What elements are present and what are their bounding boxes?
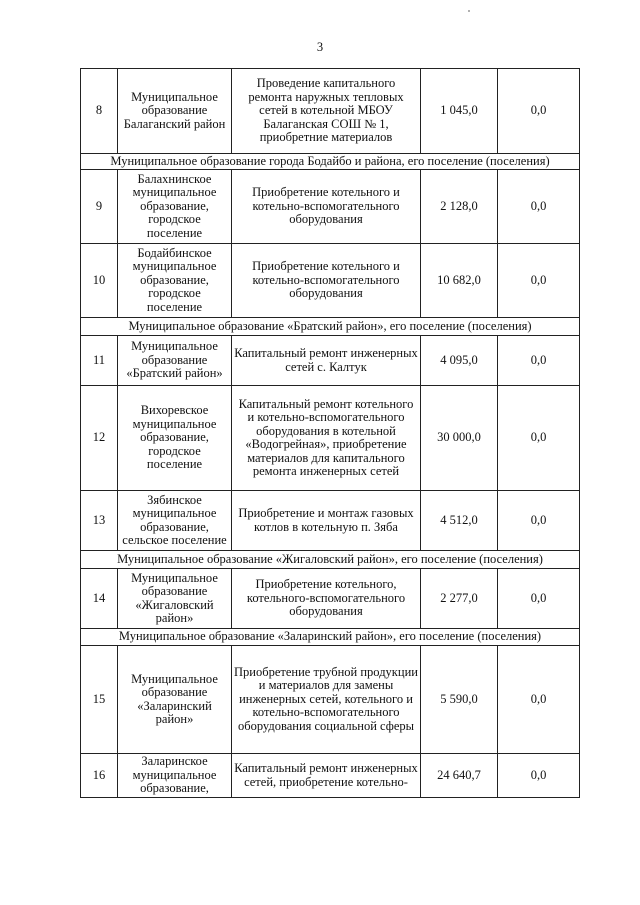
page-number: 3: [316, 40, 324, 54]
value-cell: 0,0: [498, 646, 580, 754]
row-number-cell: 15: [81, 646, 118, 754]
work-description-cell: Приобретение котельного и котельно-вспомогательного оборудования: [232, 244, 421, 318]
amount-cell: 4 512,0: [421, 491, 498, 551]
amount-cell: 24 640,7: [421, 754, 498, 798]
municipality-cell: Заларинское муниципальное образование,: [118, 754, 232, 798]
municipality-cell: Муниципальное образование «Заларинский район»: [118, 646, 232, 754]
amount-cell: 4 095,0: [421, 336, 498, 386]
work-description-cell: Капитальный ремонт инженерных сетей с. Калтук: [232, 336, 421, 386]
row-number-cell: 10: [81, 244, 118, 318]
municipality-cell: Муниципальное образование «Жигаловский район»: [118, 569, 232, 629]
table-row: [81, 336, 580, 386]
work-description-cell: Приобретение котельного, котельного-вспомогательного оборудования: [232, 569, 421, 629]
row-number-cell: 12: [81, 386, 118, 491]
row-number-cell: 8: [81, 69, 118, 154]
amount-cell: 1 045,0: [421, 69, 498, 154]
section-header: Муниципальное образование «Заларинский район», его поселение (поселения): [81, 629, 580, 646]
section-header: Муниципальное образование «Братский район», его поселение (поселения): [81, 318, 580, 336]
table-row: [81, 170, 580, 244]
table-row: [81, 754, 580, 798]
section-header-row: [81, 551, 580, 569]
scan-dot: [468, 10, 470, 12]
work-description-cell: Проведение капитального ремонта наружных тепловых сетей в котельной МБОУ Балаганская СОШ № 1, приобретние материалов: [232, 69, 421, 154]
work-description-cell: Капитальный ремонт инженерных сетей, приобретение котельно-: [232, 754, 421, 798]
table-row: [81, 386, 580, 491]
value-cell: 0,0: [498, 569, 580, 629]
value-cell: 0,0: [498, 170, 580, 244]
municipality-cell: Вихоревское муниципальное образование, городское поселение: [118, 386, 232, 491]
section-header: Муниципальное образование «Жигаловский район», его поселение (поселения): [81, 551, 580, 569]
municipality-cell: Муниципальное образование Балаганский район: [118, 69, 232, 154]
section-header-row: [81, 318, 580, 336]
value-cell: 0,0: [498, 386, 580, 491]
value-cell: 0,0: [498, 244, 580, 318]
amount-cell: 2 128,0: [421, 170, 498, 244]
work-description-cell: Приобретение и монтаж газовых котлов в котельную п. Зяба: [232, 491, 421, 551]
amount-cell: 5 590,0: [421, 646, 498, 754]
amount-cell: 30 000,0: [421, 386, 498, 491]
table-row: [81, 646, 580, 754]
row-number-cell: 14: [81, 569, 118, 629]
municipality-cell: Зябинское муниципальное образование, сельское поселение: [118, 491, 232, 551]
row-number-cell: 9: [81, 170, 118, 244]
municipality-cell: Бодайбинское муниципальное образование, городское поселение: [118, 244, 232, 318]
amount-cell: 2 277,0: [421, 569, 498, 629]
section-header: Муниципальное образование города Бодайбо и района, его поселение (поселения): [81, 154, 580, 170]
row-number-cell: 16: [81, 754, 118, 798]
value-cell: 0,0: [498, 491, 580, 551]
municipality-cell: Балахнинское муниципальное образование, городское поселение: [118, 170, 232, 244]
section-header-row: [81, 154, 580, 170]
table-row: [81, 69, 580, 154]
table-row: [81, 244, 580, 318]
subsidy-table: [80, 68, 580, 798]
row-number-cell: 13: [81, 491, 118, 551]
work-description-cell: Приобретение котельного и котельно-вспомогательного оборудования: [232, 170, 421, 244]
row-number-cell: 11: [81, 336, 118, 386]
value-cell: 0,0: [498, 336, 580, 386]
value-cell: 0,0: [498, 754, 580, 798]
amount-cell: 10 682,0: [421, 244, 498, 318]
value-cell: 0,0: [498, 69, 580, 154]
section-header-row: [81, 629, 580, 646]
municipality-cell: Муниципальное образование «Братский район»: [118, 336, 232, 386]
work-description-cell: Приобретение трубной продукции и материалов для замены инженерных сетей, котельного и котельно-вспомогательного оборудования социальной сферы: [232, 646, 421, 754]
work-description-cell: Капитальный ремонт котельного и котельно-вспомогательного оборудования в котельной «Водогрейная», приобретение материалов для капитального ремонта инженерных сетей: [232, 386, 421, 491]
table-row: [81, 569, 580, 629]
table-row: [81, 491, 580, 551]
